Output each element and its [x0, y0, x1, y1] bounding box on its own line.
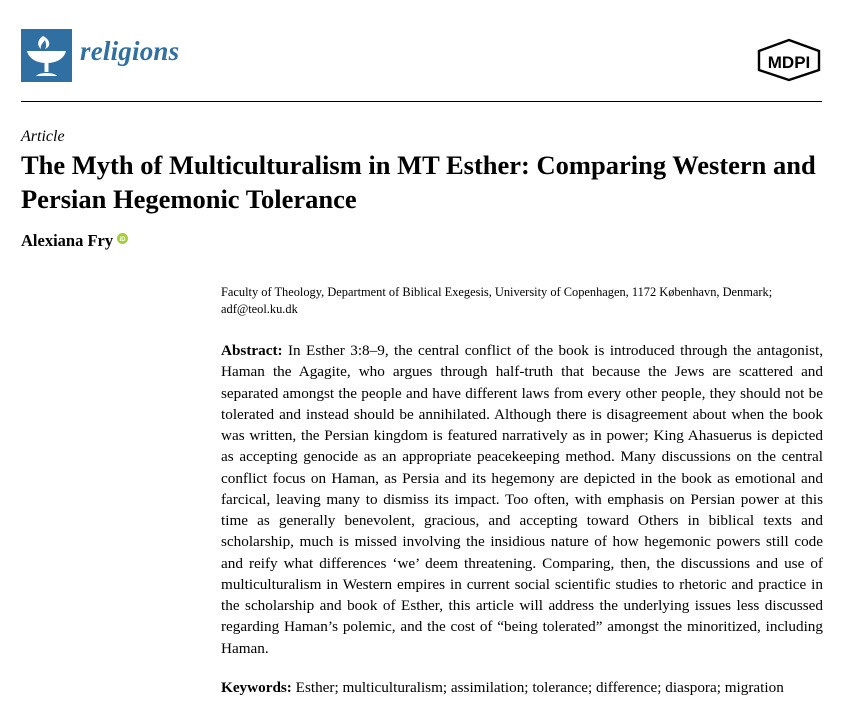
affiliation: [221, 284, 822, 318]
author-name[interactable]: Alexiana Fry: [21, 231, 114, 250]
abstract-label: Abstract:: [221, 342, 283, 359]
journal-logo[interactable]: [21, 29, 72, 82]
author-line: [21, 231, 128, 251]
affiliation-address: Faculty of Theology, Department of Biblical Exegesis, University of Copenhagen, 1172 København, Denmark;: [221, 285, 773, 299]
publisher-name: MDPI: [767, 53, 811, 72]
abstract-text: In Esther 3:8–9, the central conflict of the book is introduced through the antagonist, Haman the Agagite, who argues through half-truth that because the Jews are scattered and separated amongst the people and have different laws from every other people, they should not be tolerated and instead should be annihilated. Although there is disagreement about when the book was written, the Persian kingdom is featured narratively as in power; King Ahasuerus is depicted as accepting genocide as an appropriate peacekeeping method. Many discussions on the central conflict focus on Haman, as Persia and its hegemony are depicted in the book as emotional and farcical, leaving many to dismiss its impact. Too often, with emphasis on Persian power at this time as generally benevolent, gracious, and accepting toward Others in biblical texts and scholarship, much is missed involving the insidious nature of how hegemonic powers still code and reify what differences ‘we’ deem threatening. Comparing, then, the discussions and use of multiculturalism in Western empires in current social scientific studies to rhetoric and practice in the scholarship and book of Esther, this article will address the underlying issues less discussed regarding Haman’s polemic, and the cost of “being tolerated” amongst the minoritized, including Haman.: [221, 342, 823, 657]
keywords-text: Esther; multiculturalism; assimilation; tolerance; difference; diaspora; migration: [295, 679, 784, 696]
keywords: [221, 678, 826, 698]
mdpi-hexagon-icon: [755, 38, 823, 82]
chalice-icon: [21, 29, 72, 82]
article-title: The Myth of Multiculturalism in MT Esther: Comparing Western and Persian Hegemonic Tolerance: [21, 150, 816, 214]
mdpi-logo[interactable]: [755, 38, 823, 82]
keywords-label: Keywords:: [221, 679, 292, 696]
author-email[interactable]: adf@teol.ku.dk: [221, 302, 298, 316]
journal-name[interactable]: religions: [80, 36, 180, 66]
svg-text:iD: iD: [119, 236, 126, 243]
journal-header: [0, 0, 862, 100]
abstract: [221, 340, 823, 659]
orcid-icon[interactable]: [117, 233, 128, 244]
article-type: Article: [21, 128, 65, 145]
header-divider: [21, 101, 822, 102]
